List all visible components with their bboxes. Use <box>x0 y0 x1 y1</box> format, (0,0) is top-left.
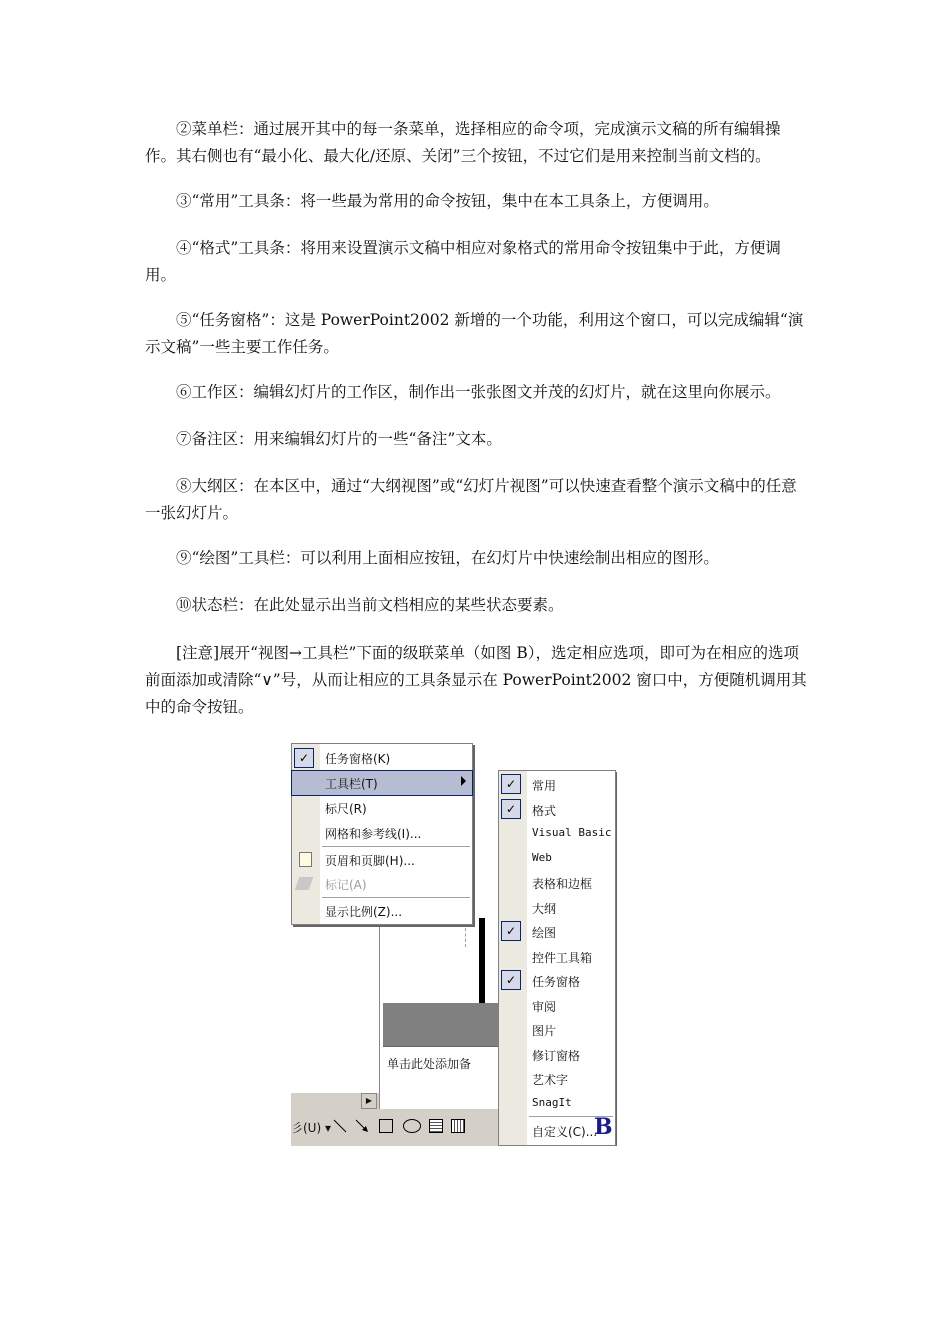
paragraph-menubar: ②菜单栏：通过展开其中的每一条菜单，选择相应的命令项，完成演示文稿的所有编辑操作。其右侧也有“最小化、最大化/还原、关闭”三个按钮，不过它们是用来控制当前文档的。 <box>145 120 781 165</box>
toolbar-item-label: 任务窗格 <box>532 975 581 989</box>
view-menu <box>291 743 473 925</box>
toolbar-item-label: 绘图 <box>532 926 557 940</box>
toolbar-item-label: 艺术字 <box>532 1073 569 1087</box>
toolbar-item-label: 图片 <box>532 1024 557 1038</box>
menu-item-label: 页眉和页脚(H)... <box>325 854 415 868</box>
pencil-icon <box>295 877 314 890</box>
paragraph-work-area: ⑥工作区：编辑幻灯片的工作区，制作出一张张图文并茂的幻灯片，就在这里向你展示。 <box>176 383 781 401</box>
textbox-tool-icon[interactable] <box>429 1119 443 1133</box>
menu-item-task-pane[interactable] <box>292 746 472 770</box>
toolbar-item-outline[interactable] <box>499 895 615 920</box>
toolbar-item-task-pane[interactable] <box>499 968 615 993</box>
page-icon <box>299 852 312 867</box>
slide-thumbnail <box>399 918 485 1008</box>
submenu-arrow-icon <box>461 776 466 786</box>
figure-label: B <box>594 1114 613 1140</box>
paragraph-note: [注意]展开“视图→工具栏”下面的级联菜单（如图 B），选定相应选项，即可为在相应的选项前面添加或清除“∨”号，从而让相应的工具条显示在 PowerPoint2002 窗口中，方便随机调用其中的命令按钮。 <box>145 644 807 716</box>
menu-item-toolbars[interactable] <box>292 771 472 795</box>
paragraph-task-pane: ⑤“任务窗格”：这是 PowerPoint2002 新增的一个功能，利用这个窗口，可以完成编辑“演示文稿”一些主要工作任务。 <box>145 311 804 356</box>
toolbar-item-label: 控件工具箱 <box>532 950 593 965</box>
toolbar-item-reviewing[interactable] <box>499 993 615 1018</box>
notes-pane[interactable] <box>383 1046 499 1102</box>
toolbar-item-control-toolbox[interactable] <box>499 944 615 969</box>
rectangle-tool-icon[interactable] <box>379 1119 393 1133</box>
toolbar-item-label: 修订窗格 <box>532 1048 581 1063</box>
toolbar-menu-screenshot <box>291 743 617 1146</box>
oval-tool-icon[interactable] <box>403 1119 421 1133</box>
toolbar-item-label: 审阅 <box>532 999 557 1014</box>
toolbar-item-label: 格式 <box>532 803 557 818</box>
check-icon: ✓ <box>501 970 521 990</box>
menu-item-zoom[interactable] <box>292 899 472 923</box>
arrow-tool-icon[interactable] <box>355 1119 369 1133</box>
wordart-tool-icon[interactable] <box>451 1119 465 1133</box>
paragraph-drawing-toolbar: ⑨“绘图”工具栏：可以利用上面相应按钮，在幻灯片中快速绘制出相应的图形。 <box>176 549 719 567</box>
toolbar-item-wordart[interactable] <box>499 1066 615 1091</box>
menu-item-label: 标尺(R) <box>325 802 367 816</box>
toolbar-item-label: 大纲 <box>532 901 557 916</box>
autoshapes-menu[interactable]: 彡(U) ▾ <box>291 1121 331 1135</box>
scroll-right-icon[interactable]: ▶ <box>361 1093 377 1109</box>
paragraph-notes-area: ⑦备注区：用来编辑幻灯片的一些“备注”文本。 <box>176 430 502 448</box>
menu-separator <box>322 846 470 847</box>
paragraph-standard-toolbar: ③“常用”工具条：将一些最为常用的命令按钮，集中在本工具条上，方便调用。 <box>176 192 719 210</box>
toolbar-item-label: Web <box>532 850 552 864</box>
check-icon: ✓ <box>294 748 314 768</box>
toolbar-item-standard[interactable] <box>499 772 615 797</box>
toolbar-item-label: Visual Basic <box>532 826 612 839</box>
toolbar-item-label: 常用 <box>532 779 557 793</box>
menu-item-label: 网格和参考线(I)... <box>325 827 422 841</box>
toolbar-item-label: 自定义(C)... <box>532 1125 598 1139</box>
toolbar-item-formatting[interactable] <box>499 797 615 822</box>
check-icon: ✓ <box>501 921 521 941</box>
toolbars-submenu <box>498 770 616 1146</box>
toolbar-item-visual-basic[interactable] <box>499 821 615 846</box>
toolbar-item-label: 表格和边框 <box>532 877 593 891</box>
menu-separator <box>322 897 470 898</box>
toolbar-item-label: SnagIt <box>532 1095 572 1109</box>
menu-item-header-footer[interactable] <box>292 848 472 872</box>
toolbar-item-snagit[interactable] <box>499 1091 615 1116</box>
menu-item-ruler[interactable] <box>292 796 472 820</box>
menu-item-markup <box>292 872 472 896</box>
paragraph-outline-area: ⑧大纲区：在本区中，通过“大纲视图”或“幻灯片视图”可以快速查看整个演示文稿中的任意一张幻灯片。 <box>145 477 797 522</box>
menu-item-label: 显示比例(Z)... <box>325 905 403 919</box>
notes-placeholder: 单击此处添加备 <box>387 1057 472 1071</box>
toolbar-item-picture[interactable] <box>499 1017 615 1042</box>
menu-item-label: 标记(A) <box>325 878 367 892</box>
toolbar-item-drawing[interactable] <box>499 919 615 944</box>
check-icon: ✓ <box>501 799 521 819</box>
toolbar-item-web[interactable] <box>499 846 615 871</box>
menu-item-label: 工具栏(T) <box>325 777 378 791</box>
paragraph-format-toolbar: ④“格式”工具条：将用来设置演示文稿中相应对象格式的常用命令按钮集中于此，方便调用。 <box>145 239 781 284</box>
placeholder-border <box>465 923 467 947</box>
paragraph-status-bar: ⑩状态栏：在此处显示出当前文档相应的某些状态要素。 <box>176 596 564 614</box>
menu-item-grid-guides[interactable] <box>292 821 472 845</box>
drawing-toolbar <box>291 1109 501 1146</box>
line-tool-icon[interactable] <box>333 1119 347 1133</box>
toolbar-item-revisions-pane[interactable] <box>499 1042 615 1067</box>
check-icon: ✓ <box>501 774 521 794</box>
menu-item-label: 任务窗格(K) <box>325 752 391 766</box>
toolbar-item-tables-borders[interactable] <box>499 870 615 895</box>
